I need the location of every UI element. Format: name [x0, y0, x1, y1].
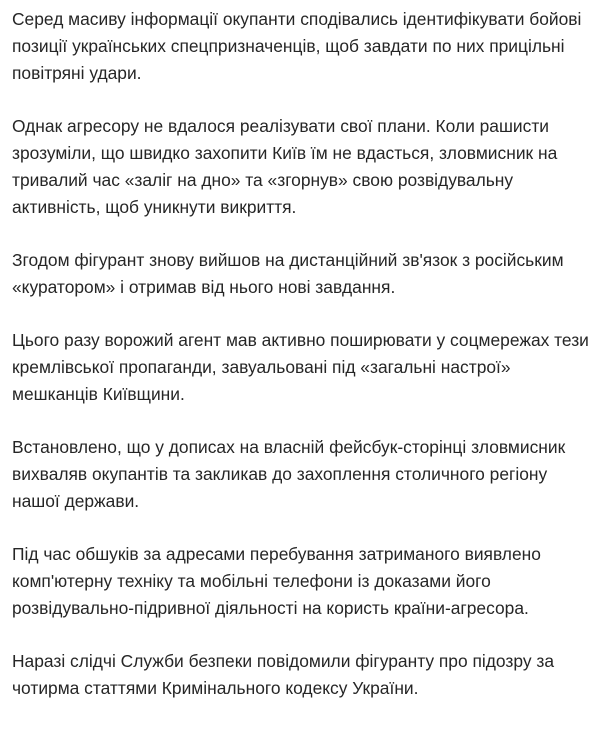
article-paragraph: Згодом фігурант знову вийшов на дистанційний зв'язок з російським «куратором» і отримав від нього нові завдання.: [12, 250, 564, 297]
article-paragraph: Встановлено, що у дописах на власній фейсбук-сторінці зловмисник вихваляв окупантів та закликав до захоплення столичного регіону нашої держави.: [12, 437, 566, 511]
article-paragraph: Серед масиву інформації окупанти сподівались ідентифікувати бойові позиції українських спецпризначенців, щоб завдати по них прицільні повітряні удари.: [12, 9, 582, 83]
article-paragraph: Під час обшуків за адресами перебування затриманого виявлено комп'ютерну техніку та мобільні телефони із доказами його розвідувально-підривної діяльності на користь країни-агресора.: [12, 544, 541, 618]
article-paragraph: Цього разу ворожий агент мав активно поширювати у соцмережах тези кремлівської пропаганди, завуальовані під «загальні настрої» мешканців Київщини.: [12, 330, 589, 404]
article-paragraph: Наразі слідчі Служби безпеки повідомили фігуранту про підозру за чотирма статтями Кримінального кодексу України.: [12, 651, 555, 698]
article-paragraph: Однак агресору не вдалося реалізувати свої плани. Коли рашисти зрозуміли, що швидко захопити Київ їм не вдасться, зловмисник на тривалий час «заліг на дно» та «згорнув» свою розвідувальну активність, щоб уникнути викриття.: [12, 116, 558, 217]
